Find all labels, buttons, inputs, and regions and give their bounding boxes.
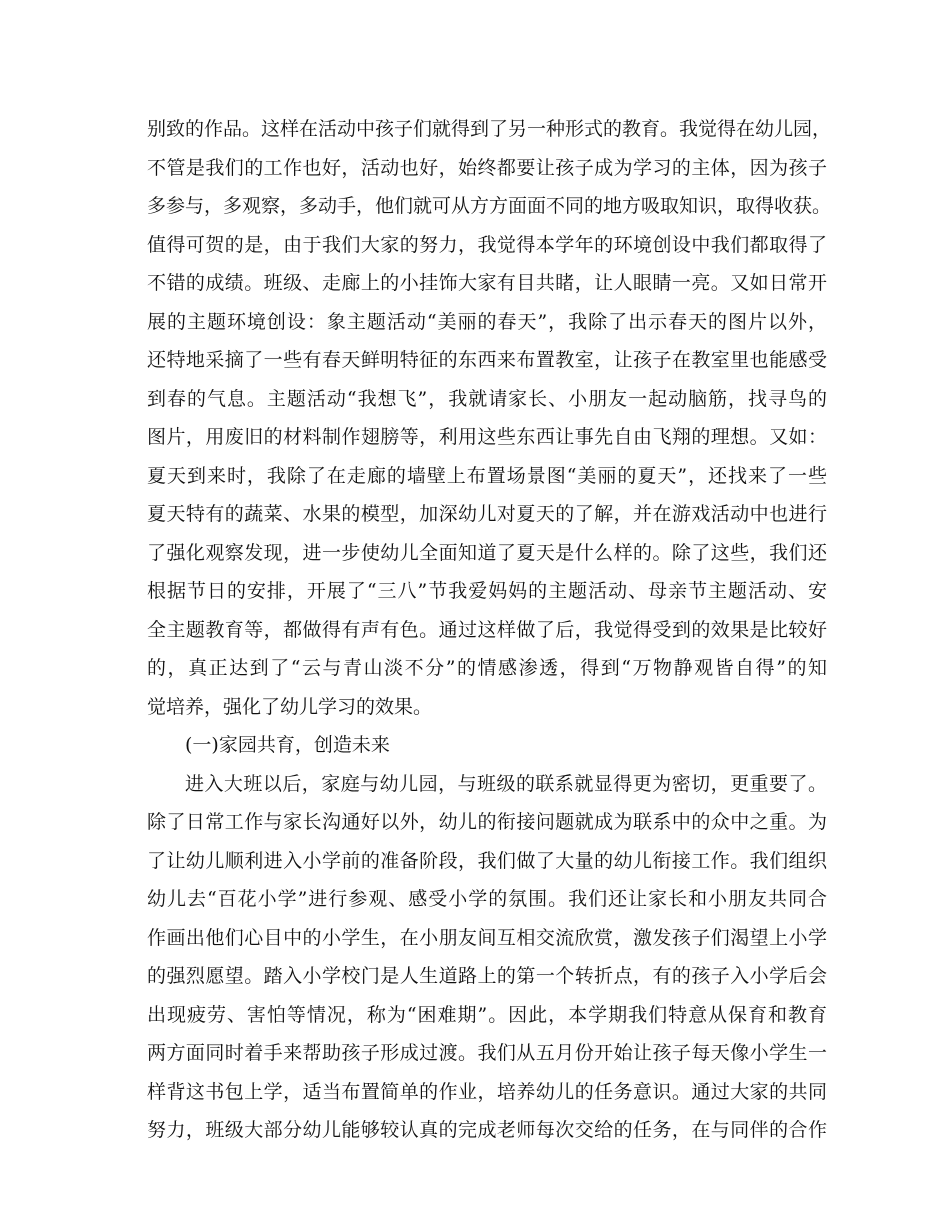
text-line: 的强烈愿望。踏入小学校门是人生道路上的第一个转折点，有的孩子入小学后会 (147, 965, 827, 987)
text-line: 努力，班级大部分幼儿能够较认真的完成老师每次交给的任务，在与同伴的合作 (147, 1119, 827, 1141)
text-line: 还特地采摘了一些有春天鲜明特征的东西来布置教室，让孩子在教室里也能感受 (147, 349, 827, 371)
text-line: 出现疲劳、害怕等情况，称为“困难期”。因此，本学期我们特意从保育和教育 (147, 1003, 827, 1026)
text-line: 除了日常工作与家长沟通好以外，幼儿的衔接问题就成为联系中的众中之重。为 (147, 811, 827, 833)
section-heading: (一)家园共育，创造未来 (185, 734, 390, 756)
text-line: 别致的作品。这样在活动中孩子们就得到了另一种形式的教育。我觉得在幼儿园， (147, 118, 832, 140)
text-line: 根据节日的安排，开展了“三八”节我爱妈妈的主题活动、母亲节主题活动、安 (147, 580, 827, 602)
text-line: 多参与，多观察，多动手，他们就可从方方面面不同的地方吸取知识，取得收获。 (147, 195, 832, 217)
paragraph-last-line: 觉培养，强化了幼儿学习的效果。 (147, 695, 433, 718)
text-line: 了强化观察发现，进一步使幼儿全面知道了夏天是什么样的。除了这些，我们还 (147, 541, 827, 564)
text-line: 作画出他们心目中的小学生，在小朋友间互相交流欣赏，激发孩子们渴望上小学 (147, 926, 827, 949)
paragraph-first-line: 进入大班以后，家庭与幼儿园，与班级的联系就显得更为密切，更重要了。 (185, 772, 827, 795)
text-line: 全主题教育等，都做得有声有色。通过这样做了后，我觉得受到的效果是比较好 (147, 618, 827, 641)
text-line: 幼儿去“百花小学”进行参观、感受小学的氛围。我们还让家长和小朋友共同合 (147, 888, 827, 910)
body-text (147, 110, 832, 1150)
text-line: 样背这书包上学，适当布置简单的作业，培养幼儿的任务意识。通过大家的共同 (147, 1080, 827, 1103)
text-line: 夏天到来时，我除了在走廊的墙壁上布置场景图“美丽的夏天”，还找来了一些 (147, 464, 827, 487)
text-line: 展的主题环境创设：象主题活动“美丽的春天”，我除了出示春天的图片以外， (147, 310, 827, 333)
text-line: 图片，用废旧的材料制作翅膀等，利用这些东西让事先自由飞翔的理想。又如： (147, 426, 827, 448)
text-line: 夏天特有的蔬菜、水果的模型，加深幼儿对夏天的了解，并在游戏活动中也进行 (147, 503, 827, 525)
text-line: 的，真正达到了“云与青山淡不分”的情感渗透，得到“万物静观皆自得”的知 (147, 657, 827, 679)
text-line: 不错的成绩。班级、走廊上的小挂饰大家有目共睹，让人眼睛一亮。又如日常开 (147, 272, 827, 294)
text-line: 到春的气息。主题活动“我想飞”，我就请家长、小朋友一起动脑筋，找寻鸟的 (147, 387, 827, 410)
text-line: 两方面同时着手来帮助孩子形成过渡。我们从五月份开始让孩子每天像小学生一 (147, 1042, 827, 1064)
text-line: 了让幼儿顺利进入小学前的准备阶段，我们做了大量的幼儿衔接工作。我们组织 (147, 849, 827, 872)
text-line: 值得可贺的是，由于我们大家的努力，我觉得本学年的环境创设中我们都取得了 (147, 233, 827, 256)
text-line: 不管是我们的工作也好，活动也好，始终都要让孩子成为学习的主体，因为孩子 (147, 156, 827, 179)
